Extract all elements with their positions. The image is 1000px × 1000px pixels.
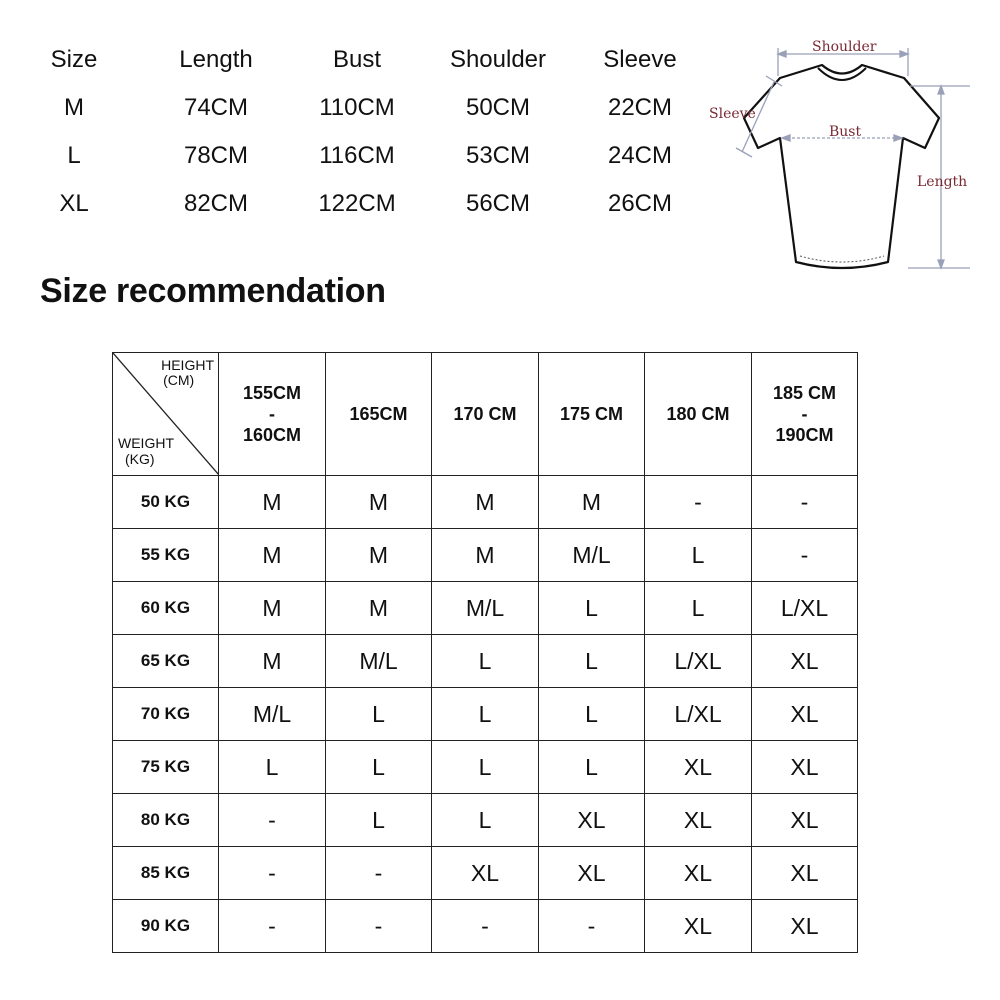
size-cell: L/XL	[752, 582, 858, 635]
size-recommendation-table	[112, 352, 858, 953]
bust-label: Bust	[829, 124, 862, 140]
size-cell: L/XL	[645, 635, 752, 688]
size-cell: L/XL	[645, 688, 752, 741]
size-chart-cell: L	[67, 142, 81, 169]
size-cell: L	[539, 582, 645, 635]
size-chart-cell: 74CM	[183, 94, 249, 121]
size-chart-header: Sleeve	[603, 46, 677, 73]
size-cell: XL	[752, 847, 858, 900]
height-col-header	[752, 353, 858, 476]
size-cell: L	[326, 688, 432, 741]
height-col-header	[539, 353, 645, 476]
size-chart-cell: 24CM	[607, 142, 673, 169]
size-cell: -	[219, 900, 326, 953]
size-recommendation-title: Size recommendation	[40, 272, 386, 310]
size-chart-cell: 78CM	[183, 142, 249, 169]
height-value: 170 CM	[453, 403, 517, 424]
height-axis-label: HEIGHT (CM)	[161, 357, 214, 388]
size-cell: XL	[645, 847, 752, 900]
size-cell: -	[432, 900, 539, 953]
size-cell: L	[432, 794, 539, 847]
sleeve-label: Sleeve	[709, 106, 756, 122]
size-cell: -	[752, 529, 858, 582]
size-cell: XL	[539, 794, 645, 847]
size-cell: -	[539, 900, 645, 953]
weight-label: 90 KG	[113, 900, 219, 953]
size-cell: M	[432, 476, 539, 529]
size-cell: XL	[645, 741, 752, 794]
height-value: 160CM	[242, 424, 302, 445]
tshirt-measurement-diagram	[700, 30, 990, 280]
length-label: Length	[917, 174, 968, 190]
height-value: 180 CM	[666, 403, 730, 424]
size-chart-cell: 82CM	[183, 190, 249, 217]
corner-header-cell	[113, 353, 219, 476]
tshirt-outline-icon	[700, 30, 990, 280]
size-cell: M	[326, 529, 432, 582]
size-cell: M	[219, 635, 326, 688]
height-col-header	[326, 353, 432, 476]
size-cell: -	[326, 900, 432, 953]
size-cell: XL	[752, 688, 858, 741]
weight-label: 85 KG	[113, 847, 219, 900]
table-row	[113, 847, 858, 900]
height-value: -	[269, 403, 275, 424]
table-row	[113, 741, 858, 794]
size-chart-header: Length	[179, 46, 253, 73]
weight-label: 60 KG	[113, 582, 219, 635]
size-chart	[0, 0, 720, 240]
table-row	[113, 582, 858, 635]
size-cell: XL	[752, 794, 858, 847]
size-chart-header: Size	[50, 46, 98, 73]
height-value: 175 CM	[559, 403, 624, 424]
size-cell: XL	[432, 847, 539, 900]
size-cell: M	[219, 529, 326, 582]
size-cell: M	[219, 476, 326, 529]
size-cell: L	[539, 741, 645, 794]
weight-label: 80 KG	[113, 794, 219, 847]
size-cell: M	[326, 476, 432, 529]
size-chart-cell: XL	[59, 190, 89, 217]
size-cell: -	[219, 847, 326, 900]
size-cell: M/L	[326, 635, 432, 688]
size-cell: L	[326, 794, 432, 847]
size-cell: M	[326, 582, 432, 635]
size-cell: M/L	[219, 688, 326, 741]
size-cell: XL	[752, 741, 858, 794]
height-col-header	[645, 353, 752, 476]
size-cell: L	[432, 688, 539, 741]
size-cell: XL	[645, 900, 752, 953]
size-cell: -	[219, 794, 326, 847]
size-cell: M/L	[539, 529, 645, 582]
height-value: 190CM	[775, 424, 834, 445]
size-cell: XL	[752, 900, 858, 953]
size-cell: M	[219, 582, 326, 635]
size-cell: L	[432, 635, 539, 688]
weight-label: 50 KG	[113, 476, 219, 529]
size-chart-cell: 50CM	[465, 94, 531, 121]
size-cell: XL	[539, 847, 645, 900]
weight-axis-label: WEIGHT (KG)	[118, 435, 174, 467]
size-cell: -	[645, 476, 752, 529]
size-cell: L	[645, 582, 752, 635]
size-cell: M/L	[432, 582, 539, 635]
height-value: 165CM	[349, 403, 408, 424]
size-chart-header: Shoulder	[449, 46, 547, 73]
size-cell: XL	[645, 794, 752, 847]
size-cell: XL	[752, 635, 858, 688]
size-chart-header: Bust	[332, 46, 382, 73]
size-cell: L	[326, 741, 432, 794]
table-row	[113, 529, 858, 582]
recommendation-rows	[113, 476, 858, 953]
size-chart-cell: 26CM	[607, 190, 673, 217]
size-chart-cell: M	[64, 94, 84, 121]
height-header-row	[113, 353, 858, 476]
height-value: 155CM	[242, 382, 302, 403]
size-cell: L	[219, 741, 326, 794]
shoulder-label: Shoulder	[812, 39, 877, 55]
table-row	[113, 794, 858, 847]
size-cell: M	[432, 529, 539, 582]
weight-label: 75 KG	[113, 741, 219, 794]
size-chart-cell: 56CM	[465, 190, 531, 217]
height-value: -	[801, 403, 808, 424]
table-row	[113, 476, 858, 529]
size-cell: L	[539, 688, 645, 741]
table-row	[113, 688, 858, 741]
size-cell: -	[326, 847, 432, 900]
size-cell: M	[539, 476, 645, 529]
size-chart-cell: 122CM	[318, 190, 396, 217]
weight-label: 70 KG	[113, 688, 219, 741]
size-cell: L	[432, 741, 539, 794]
weight-label: 55 KG	[113, 529, 219, 582]
size-chart-cell: 22CM	[607, 94, 673, 121]
size-cell: L	[539, 635, 645, 688]
table-row	[113, 635, 858, 688]
height-value: 185 CM	[772, 382, 837, 403]
size-chart-cell: 116CM	[319, 142, 395, 169]
table-row	[113, 900, 858, 953]
size-chart-cell: 110CM	[319, 94, 395, 121]
size-cell: L	[645, 529, 752, 582]
height-col-header	[219, 353, 326, 476]
size-cell: -	[752, 476, 858, 529]
height-col-header	[432, 353, 539, 476]
size-chart-cell: 53CM	[465, 142, 531, 169]
weight-label: 65 KG	[113, 635, 219, 688]
